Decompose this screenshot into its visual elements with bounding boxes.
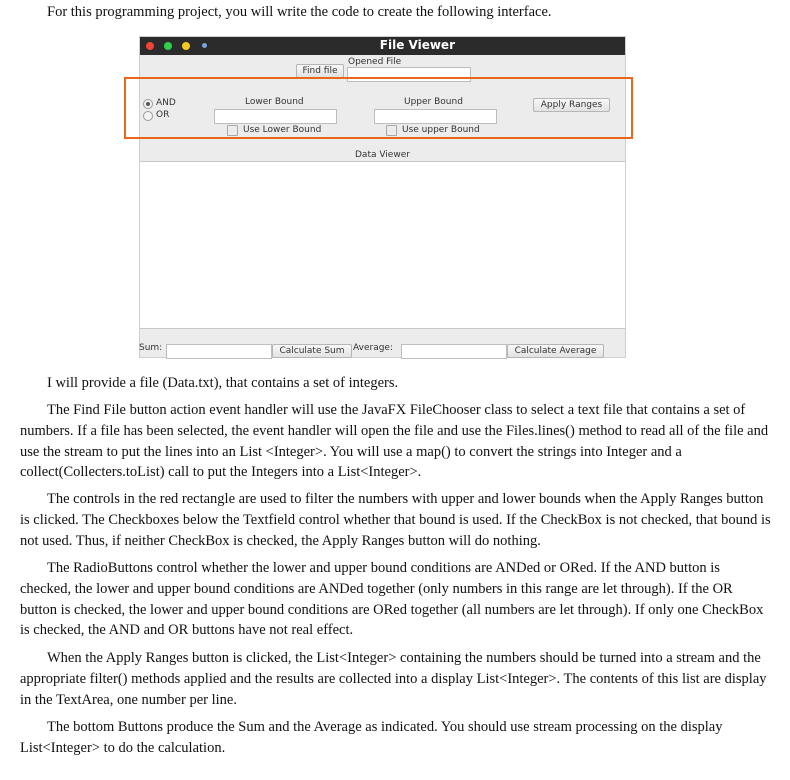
calculate-average-button[interactable]: Calculate Average: [507, 344, 604, 358]
data-viewer-label: Data Viewer: [355, 150, 410, 160]
paragraph-text: I will provide a file (Data.txt), that contains a set of integers.: [47, 375, 399, 391]
paragraph: [20, 648, 772, 710]
paragraph-text: When the Apply Ranges button is clicked, the List<Integer> containing the numbers should be turned into a stream and the appropriate filter() methods applied and the results are collected into a display List<Integer>. The contents of this list are display in the TextArea, one number per line.: [20, 650, 767, 708]
paragraph: [20, 400, 772, 483]
paragraph-text: The controls in the red rectangle are used to filter the numbers with upper and lower bounds when the Apply Ranges button is clicked. The Checkboxes below the Textfield control whether that bound is used. If the CheckBox is not checked, that bound is not used. Thus, if neither CheckBox is checked, the Apply Ranges button will do nothing.: [20, 491, 771, 549]
paragraph-text: The bottom Buttons produce the Sum and the Average as indicated. You should use stream processing on the display List<Integer> to do the calculation.: [20, 719, 723, 756]
paragraph: [20, 373, 772, 394]
opened-file-field[interactable]: [347, 67, 471, 82]
intro-text: For this programming project, you will write the code to create the following interface.: [47, 4, 552, 20]
use-upper-bound-checkbox[interactable]: [386, 125, 397, 136]
data-viewer-textarea[interactable]: [140, 161, 625, 329]
use-upper-bound-label: Use upper Bound: [402, 125, 480, 135]
paragraph-text: The Find File button action event handler will use the JavaFX FileChooser class to select a text file that contains a set of numbers. If a file has been selected, the event handler will open the file and use the Files.lines() method to read all of the file and use the stream to put the lines into an List <Integer>. You will use a map() to convert the strings into Integer and a collect(Collecters.toList) call to put the Integers into a List<Integer>.: [20, 402, 769, 481]
upper-bound-label: Upper Bound: [404, 97, 463, 107]
and-radio[interactable]: [143, 99, 153, 109]
paragraph: [20, 717, 772, 759]
use-lower-bound-checkbox[interactable]: [227, 125, 238, 136]
paragraph: [20, 489, 772, 551]
lower-bound-label: Lower Bound: [245, 97, 304, 107]
title-bar: [140, 37, 625, 55]
or-radio-label: OR: [156, 110, 170, 120]
calculate-sum-button[interactable]: Calculate Sum: [272, 344, 352, 358]
upper-bound-field[interactable]: [374, 109, 497, 124]
average-field[interactable]: [401, 344, 507, 359]
use-lower-bound-label: Use Lower Bound: [243, 125, 322, 135]
find-file-button[interactable]: Find file: [296, 64, 344, 78]
average-label: Average:: [353, 343, 393, 353]
paragraph-text: The RadioButtons control whether the lower and upper bound conditions are ANDed or ORed. If the AND button is checked, the lower and upper bound conditions are ANDed together (only numbers in this range are let through). If the OR button is checked, the lower and upper bound conditions are ORed together (all numbers are let through). If only one CheckBox is checked, the AND and OR buttons have not real effect.: [20, 560, 764, 639]
window-title: File Viewer: [379, 38, 455, 52]
apply-ranges-button[interactable]: Apply Ranges: [533, 98, 610, 112]
paragraph: [20, 558, 772, 641]
opened-file-label: Opened File: [348, 57, 402, 67]
lower-bound-field[interactable]: [214, 109, 337, 124]
sum-field[interactable]: [166, 344, 272, 359]
and-radio-label: AND: [156, 98, 176, 108]
sum-label: Sum:: [139, 343, 163, 353]
or-radio[interactable]: [143, 111, 153, 121]
file-viewer-window: [139, 36, 626, 358]
